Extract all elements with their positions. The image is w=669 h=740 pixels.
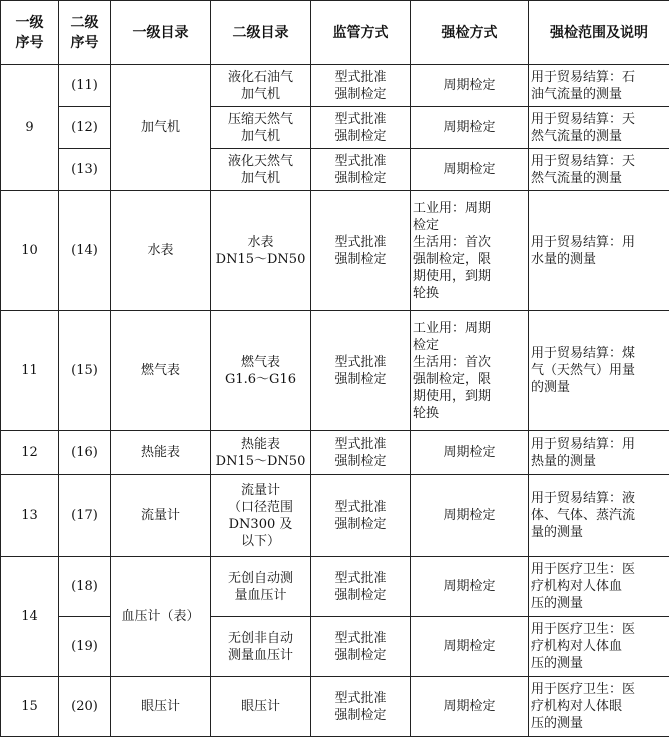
scope-description: 用于医疗卫生：医 疗机构对人体血 压的测量 xyxy=(529,557,669,617)
supervision-method: 型式批准 强制检定 xyxy=(311,617,411,677)
header-level2-catalog: 二级目录 xyxy=(211,1,311,65)
level1-catalog: 加气机 xyxy=(111,65,211,191)
table-row xyxy=(1,557,669,617)
scope-description: 用于贸易结算：煤 气（天然气）用量 的测量 xyxy=(529,311,669,431)
header-level1-catalog: 一级目录 xyxy=(111,1,211,65)
header-level1-no: 一级 序号 xyxy=(1,1,59,65)
level1-no: 11 xyxy=(1,311,59,431)
inspection-method: 工业用：周期 检定 生活用：首次 强制检定，限 期使用，到期 轮换 xyxy=(411,311,529,431)
level2-catalog: 液化石油气 加气机 xyxy=(211,65,311,107)
level1-no: 10 xyxy=(1,191,59,311)
supervision-method: 型式批准 强制检定 xyxy=(311,149,411,191)
level1-no: 12 xyxy=(1,431,59,475)
scope-description: 用于贸易结算：天 然气流量的测量 xyxy=(529,107,669,149)
table-row xyxy=(1,311,669,431)
level1-no: 9 xyxy=(1,65,59,191)
level2-catalog: 流量计 （口径范围 DN300 及 以下） xyxy=(211,475,311,557)
header-row xyxy=(1,1,669,65)
inspection-method: 周期检定 xyxy=(411,65,529,107)
table-row xyxy=(1,191,669,311)
inspection-method: 周期检定 xyxy=(411,431,529,475)
supervision-method: 型式批准 强制检定 xyxy=(311,107,411,149)
table-row xyxy=(1,617,669,677)
level2-catalog: 水表 DN15～DN50 xyxy=(211,191,311,311)
table-row xyxy=(1,65,669,107)
level2-catalog: 无创非自动 测量血压计 xyxy=(211,617,311,677)
table-row xyxy=(1,107,669,149)
supervision-method: 型式批准 强制检定 xyxy=(311,557,411,617)
level2-no: (17) xyxy=(59,475,111,557)
level2-no: (20) xyxy=(59,677,111,737)
level1-no: 15 xyxy=(1,677,59,737)
level1-no: 14 xyxy=(1,557,59,677)
level2-catalog: 热能表 DN15～DN50 xyxy=(211,431,311,475)
level1-catalog: 水表 xyxy=(111,191,211,311)
level1-catalog: 眼压计 xyxy=(111,677,211,737)
supervision-method: 型式批准 强制检定 xyxy=(311,65,411,107)
level2-no: (19) xyxy=(59,617,111,677)
header-supervision-method: 监管方式 xyxy=(311,1,411,65)
table-row xyxy=(1,475,669,557)
table-row xyxy=(1,149,669,191)
supervision-method: 型式批准 强制检定 xyxy=(311,311,411,431)
table-row xyxy=(1,431,669,475)
level2-no: (16) xyxy=(59,431,111,475)
inspection-method: 工业用：周期 检定 生活用：首次 强制检定，限 期使用，到期 轮换 xyxy=(411,191,529,311)
level2-no: (12) xyxy=(59,107,111,149)
inspection-method: 周期检定 xyxy=(411,107,529,149)
level2-catalog: 眼压计 xyxy=(211,677,311,737)
scope-description: 用于贸易结算：用 水量的测量 xyxy=(529,191,669,311)
level1-catalog: 血压计（表） xyxy=(111,557,211,677)
supervision-method: 型式批准 强制检定 xyxy=(311,191,411,311)
header-scope-description: 强检范围及说明 xyxy=(529,1,669,65)
level1-catalog: 流量计 xyxy=(111,475,211,557)
level2-no: (11) xyxy=(59,65,111,107)
level2-no: (13) xyxy=(59,149,111,191)
scope-description: 用于贸易结算：天 然气流量的测量 xyxy=(529,149,669,191)
scope-description: 用于医疗卫生：医 疗机构对人体眼 压的测量 xyxy=(529,677,669,737)
inspection-method: 周期检定 xyxy=(411,557,529,617)
table-row xyxy=(1,677,669,737)
supervision-method: 型式批准 强制检定 xyxy=(311,431,411,475)
level2-no: (14) xyxy=(59,191,111,311)
supervision-method: 型式批准 强制检定 xyxy=(311,677,411,737)
level2-catalog: 液化天然气 加气机 xyxy=(211,149,311,191)
inspection-method: 周期检定 xyxy=(411,677,529,737)
scope-description: 用于医疗卫生：医 疗机构对人体血 压的测量 xyxy=(529,617,669,677)
scope-description: 用于贸易结算：用 热量的测量 xyxy=(529,431,669,475)
level1-catalog: 热能表 xyxy=(111,431,211,475)
supervision-method: 型式批准 强制检定 xyxy=(311,475,411,557)
level2-catalog: 压缩天然气 加气机 xyxy=(211,107,311,149)
scope-description: 用于贸易结算：石 油气流量的测量 xyxy=(529,65,669,107)
level1-catalog: 燃气表 xyxy=(111,311,211,431)
header-inspection-method: 强检方式 xyxy=(411,1,529,65)
level2-no: (15) xyxy=(59,311,111,431)
inspection-method: 周期检定 xyxy=(411,475,529,557)
inspection-method: 周期检定 xyxy=(411,617,529,677)
header-level2-no: 二级 序号 xyxy=(59,1,111,65)
level1-no: 13 xyxy=(1,475,59,557)
inspection-method: 周期检定 xyxy=(411,149,529,191)
scope-description: 用于贸易结算：液 体、气体、蒸汽流 量的测量 xyxy=(529,475,669,557)
level2-catalog: 无创自动测 量血压计 xyxy=(211,557,311,617)
level2-no: (18) xyxy=(59,557,111,617)
level2-catalog: 燃气表 G1.6～G16 xyxy=(211,311,311,431)
